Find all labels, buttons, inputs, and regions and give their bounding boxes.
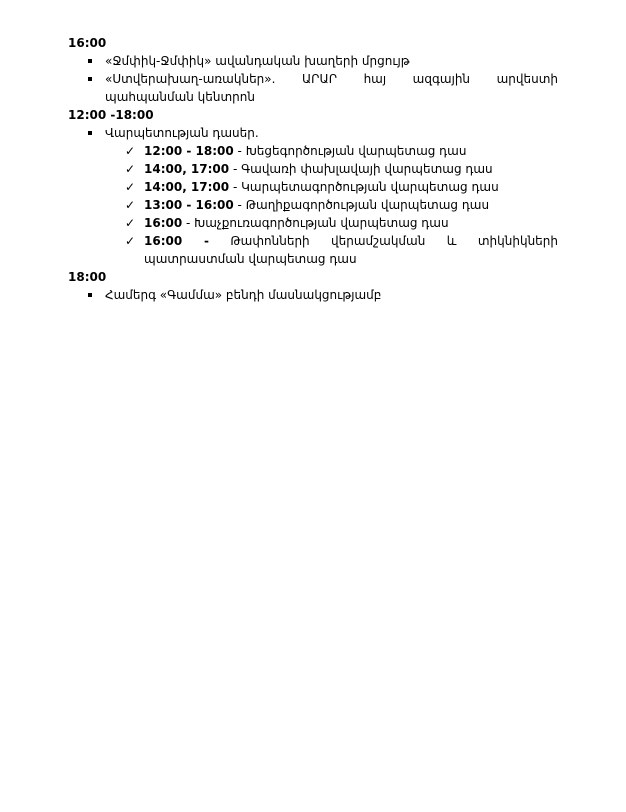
square-bullet-icon — [88, 131, 92, 135]
section-heading: 16:00 — [68, 36, 107, 50]
bullet-list — [68, 124, 558, 142]
item-text: - Գավառի փախլավայի վարպետաց դաս — [229, 162, 493, 176]
list-item-text: «Ջմփիկ-Ջմփիկ» ավանդական խաղերի մրցույթ — [105, 54, 410, 68]
item-time: 14:00, 17:00 — [144, 162, 230, 176]
item-time: 13:00 - 16:00 — [144, 198, 234, 212]
list-item — [68, 214, 558, 232]
list-item — [68, 160, 558, 178]
checkmark-icon: ✓ — [125, 162, 136, 176]
item-time: 16:00 - — [144, 234, 209, 248]
square-bullet-icon — [88, 59, 92, 63]
list-item — [68, 232, 558, 268]
schedule — [68, 34, 558, 304]
section-2 — [68, 106, 558, 268]
checkmark-icon: ✓ — [125, 198, 136, 212]
item-text: - Կարպետագործության վարպետաց դաս — [229, 180, 499, 194]
list-item-text: Վարպետության դասեր. — [105, 126, 259, 140]
item-time: 12:00 - 18:00 — [144, 144, 234, 158]
list-item-text: «Ստվերախաղ-առակներ». ԱՐԱՐ հայ ազգային արվեստի պահպանման կենտրոն — [105, 72, 558, 104]
section-1 — [68, 34, 558, 106]
list-item — [68, 286, 558, 304]
item-text: - Խեցեգործության վարպետաց դաս — [233, 144, 467, 158]
list-item — [68, 142, 558, 160]
list-item — [68, 178, 558, 196]
item-text: Թափոնների վերամշակման և տիկնիկների պատրաստման վարպետաց դաս — [144, 234, 558, 266]
item-text: - Թաղիքագործության վարպետաց դաս — [233, 198, 490, 212]
checkmark-icon: ✓ — [125, 180, 136, 194]
square-bullet-icon — [88, 77, 92, 81]
check-list — [68, 142, 558, 268]
list-item — [68, 124, 558, 142]
list-item-text: Համերգ «Գամմա» բենդի մասնակցությամբ — [105, 288, 382, 302]
item-time: 16:00 — [144, 216, 183, 230]
checkmark-icon: ✓ — [125, 144, 136, 158]
bullet-list — [68, 52, 558, 106]
item-time: 14:00, 17:00 — [144, 180, 230, 194]
section-3 — [68, 268, 558, 304]
list-item — [68, 196, 558, 214]
checkmark-icon: ✓ — [125, 234, 136, 248]
list-item — [68, 70, 558, 106]
item-text: - Խաչքուռագործության վարպետաց դաս — [182, 216, 449, 230]
section-heading: 12:00 -18:00 — [68, 108, 154, 122]
list-item — [68, 52, 558, 70]
section-heading: 18:00 — [68, 270, 107, 284]
square-bullet-icon — [88, 293, 92, 297]
checkmark-icon: ✓ — [125, 216, 136, 230]
bullet-list — [68, 286, 558, 304]
